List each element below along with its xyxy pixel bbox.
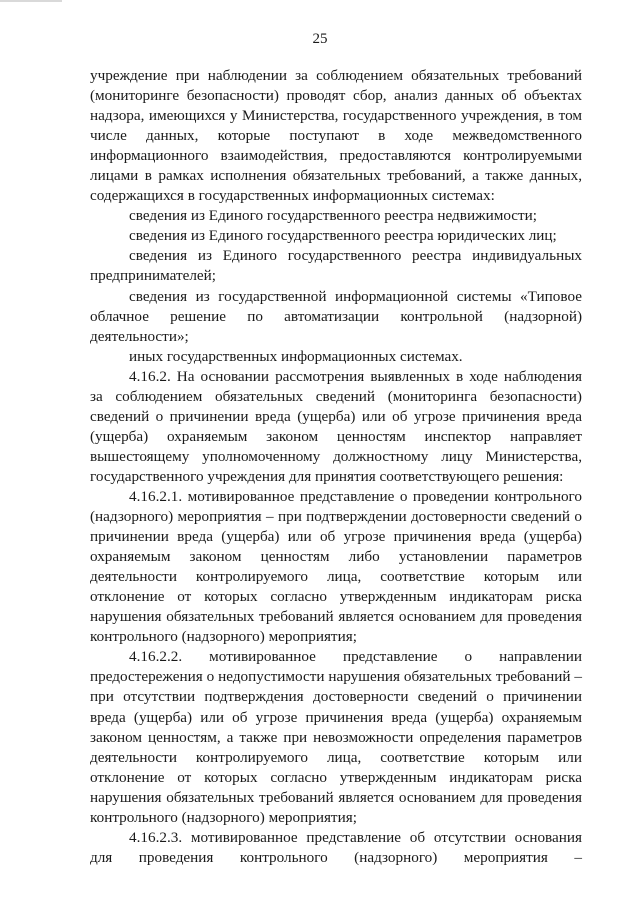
list-item-legal-entities-registry: сведения из Единого государственного реестра юридических лиц; bbox=[129, 227, 557, 245]
page-number: 25 bbox=[312, 31, 328, 47]
paragraph-4-16-2: 4.16.2. На основании рассмотрения выявленных в ходе наблюдения за соблюдением обязательных сведений (мониторинга безопасности) сведений о причинении вреда (ущерба) или об угрозе причинения вреда (ущерба) охраняемым законом ценностям инспектор направляет вышестоящему уполномоченному должностному лицу Министерства, государственного учреждения для принятия соответствующего решения: bbox=[90, 367, 582, 485]
paragraph-4-16-2-1: 4.16.2.1. мотивированное представление о проведении контрольного (надзорного) мероприятия – при подтверждении достоверности сведений о причинении вреда (ущерба) или об угрозе причинения вреда (ущерба) охраняемым законом ценностям либо установлении параметров деятельности контролируемого лица, соответствие которым или отклонение от которых согласно утвержденным индикаторам риска нарушения обязательных требований является основанием для проведения контрольного (надзорного) мероприятия; bbox=[90, 487, 582, 646]
list-item-entrepreneurs-registry: сведения из Единого государственного реестра индивидуальных предпринимателей; bbox=[90, 247, 582, 285]
document-body bbox=[90, 66, 582, 868]
list-item-typical-cloud-solution: сведения из государственной информационной системы «Типовое облачное решение по автоматизации контрольной (надзорной) деятельности»; bbox=[90, 287, 582, 345]
list-item-real-estate-registry: сведения из Единого государственного реестра недвижимости; bbox=[129, 207, 538, 225]
top-edge-mark bbox=[0, 0, 62, 2]
paragraph-4-16-2-3: 4.16.2.3. мотивированное представление об отсутствии основания для проведения контрольного (надзорного) мероприятия – bbox=[90, 828, 582, 866]
paragraph-intro: учреждение при наблюдении за соблюдением обязательных требований (мониторинге безопасности) проводят сбор, анализ данных об объектах надзора, имеющихся у Министерства, государственного учреждения, в том числе данных, которые поступают в ходе межведомственного информационного взаимодействия, предоставляются контролируемыми лицами в рамках исполнения обязательных требований, а также данных, содержащихся в государственных информационных системах: bbox=[90, 67, 582, 205]
paragraph-4-16-2-2: 4.16.2.2. мотивированное представление о направлении предостережения о недопустимости нарушения обязательных требований – при отсутствии подтверждения достоверности сведений о причинении вреда (ущерба) или об угрозе причинения вреда (ущерба) охраняемым законом ценностям, а также при невозможности определения параметров деятельности контролируемого лица, соответствие которым или отклонение от которых согласно утвержденным индикаторам риска нарушения обязательных требований является основанием для проведения контрольного (надзорного) мероприятия; bbox=[90, 648, 582, 826]
list-item-other-systems: иных государственных информационных системах. bbox=[129, 347, 463, 365]
